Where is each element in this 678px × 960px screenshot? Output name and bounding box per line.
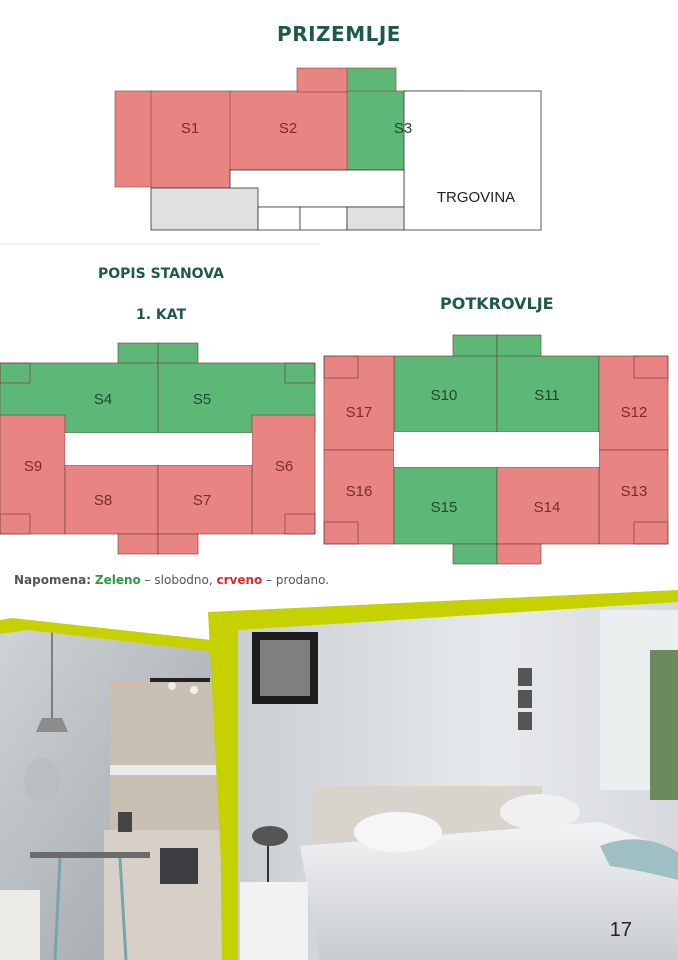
heading-prizemlje: PRIZEMLJE xyxy=(277,22,401,46)
note-red-word: crveno xyxy=(216,573,263,587)
note-green-word: Zeleno xyxy=(94,573,141,587)
first-floor-plan xyxy=(0,335,320,560)
unit-s1-wing xyxy=(115,91,153,187)
note-prefix: Napomena: xyxy=(14,573,92,587)
shop-area[interactable] xyxy=(404,91,541,230)
unit-s1[interactable] xyxy=(151,91,231,188)
label-s14: S14 xyxy=(533,499,561,516)
heading-1-kat: 1. KAT xyxy=(136,307,187,323)
label-s4: S4 xyxy=(93,391,113,408)
note-green-text: – slobodno, xyxy=(140,573,217,587)
label-s15: S15 xyxy=(430,499,458,516)
label-s9: S9 xyxy=(23,458,43,475)
label-s12: S12 xyxy=(620,404,648,421)
label-s16: S16 xyxy=(345,483,373,500)
bedroom-photo xyxy=(208,590,678,960)
label-s7: S7 xyxy=(192,492,212,509)
unit-s17[interactable] xyxy=(324,356,394,450)
label-trgovina: TRGOVINA xyxy=(436,189,516,206)
label-s2: S2 xyxy=(278,120,298,137)
unit-s2-stairs xyxy=(297,68,348,92)
ground-floor-plan xyxy=(0,0,678,250)
label-s1: S1 xyxy=(180,120,200,137)
unit-s12[interactable] xyxy=(599,356,668,450)
legend-note xyxy=(14,573,329,587)
storage-4 xyxy=(347,207,404,230)
heading-popis-stanova: POPIS STANOVA xyxy=(98,266,224,282)
storage-2 xyxy=(258,207,300,230)
label-s13: S13 xyxy=(620,483,648,500)
heading-potkrovlje: POTKROVLJE xyxy=(440,294,554,313)
label-s5: S5 xyxy=(192,391,212,408)
label-s3: S3 xyxy=(393,120,413,137)
kitchen-photo xyxy=(0,618,234,960)
label-s10: S10 xyxy=(430,387,458,404)
note-red-text: – prodano. xyxy=(262,573,330,587)
unit-s3-stairs xyxy=(347,68,396,92)
label-s8: S8 xyxy=(93,492,113,509)
attic-floor-plan xyxy=(323,333,678,568)
storage-3 xyxy=(300,207,347,230)
label-s11: S11 xyxy=(534,387,560,404)
storage-1 xyxy=(151,188,258,230)
photo-collage xyxy=(0,590,678,960)
page-number: 17 xyxy=(609,919,632,941)
label-s17: S17 xyxy=(345,404,373,421)
label-s6: S6 xyxy=(274,458,294,475)
